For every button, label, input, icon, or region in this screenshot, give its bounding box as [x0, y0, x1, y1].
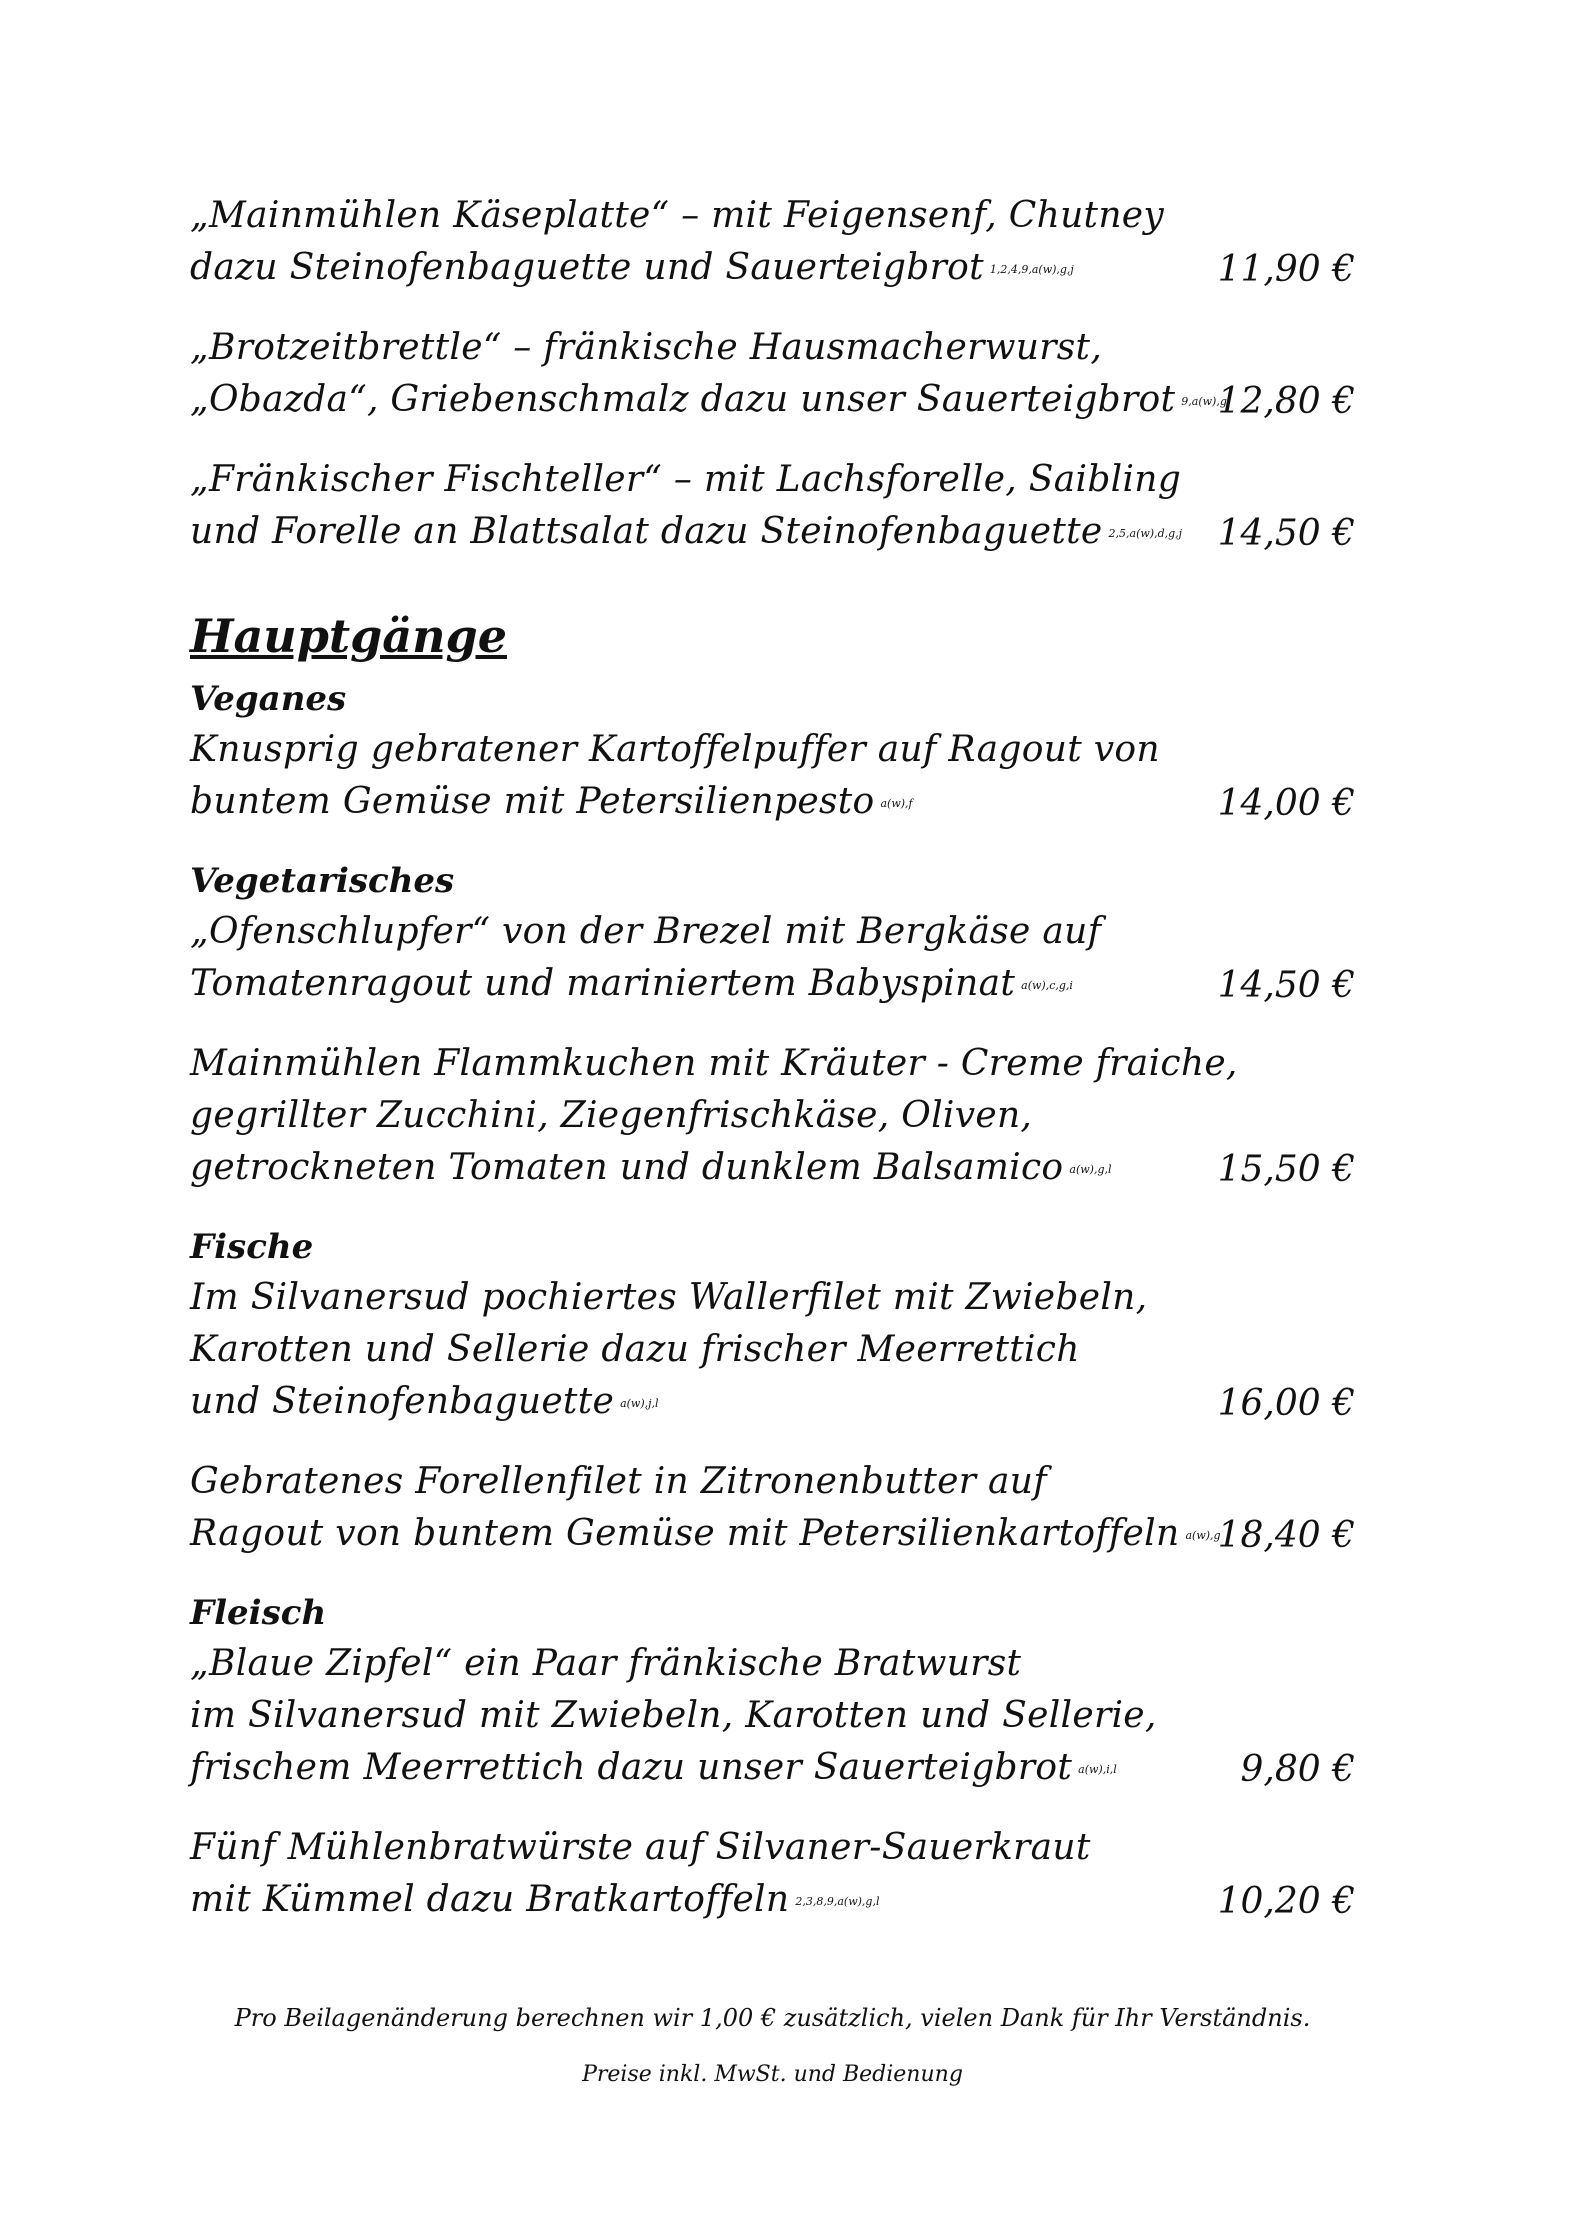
category-heading: Fische [190, 1227, 314, 1267]
menu-item [190, 1272, 1355, 1430]
item-line-text: frischem Meerrettich dazu unser Sauerteigbrot [190, 1747, 1073, 1788]
item-line-text: getrockneten Tomaten und dunklem Balsamico [190, 1147, 1064, 1188]
item-line: „Mainmühlen Käseplatte“ – mit Feigensenf, Chutney [190, 195, 1165, 236]
item-line-text: „Obazda“, Griebenschmalz dazu unser Sauerteigbrot [190, 379, 1176, 420]
item-line [190, 506, 1355, 560]
item-price: 11,90 € [1217, 249, 1355, 290]
item-line [190, 1874, 1355, 1928]
item-price: 12,80 € [1217, 381, 1355, 422]
side-dish-note: Pro Beilagenänderung berechnen wir 1,00 € zusätzlich, vielen Dank für Ihr Verständnis. [234, 2004, 1311, 2032]
allergen-codes: 2,3,8,9,a(w),g,l [795, 1895, 880, 1908]
item-line: gegrillter Zucchini, Ziegenfrischkäse, Oliven, [190, 1095, 1033, 1136]
menu-content [190, 190, 1355, 1954]
item-line: Karotten und Sellerie dazu frischer Meerrettich [190, 1329, 1080, 1370]
item-line-text: Tomatenragout und mariniertem Babyspinat [190, 963, 1016, 1004]
allergen-codes: a(w),i,l [1078, 1763, 1117, 1776]
item-line [190, 374, 1355, 428]
allergen-codes: a(w),j,l [620, 1397, 659, 1410]
item-line: im Silvanersud mit Zwiebeln, Karotten und Sellerie, [190, 1695, 1157, 1736]
item-price: 14,00 € [1217, 783, 1355, 824]
item-price: 14,50 € [1217, 513, 1355, 554]
allergen-codes: a(w),f [880, 797, 913, 810]
item-line: „Blaue Zipfel“ ein Paar fränkische Bratwurst [190, 1643, 1022, 1684]
allergen-codes: a(w),g [1185, 1529, 1221, 1542]
item-line-text: dazu Steinofenbaguette und Sauerteigbrot [190, 247, 984, 288]
item-line-text: und Steinofenbaguette [190, 1381, 615, 1422]
item-price: 18,40 € [1217, 1515, 1355, 1556]
item-line-text: buntem Gemüse mit Petersilienpesto [190, 781, 875, 822]
category-heading: Fleisch [190, 1593, 327, 1633]
allergen-codes: 2,5,a(w),d,g,j [1108, 527, 1183, 540]
section-heading: Hauptgänge [190, 609, 507, 663]
item-line [190, 958, 1355, 1012]
item-line [190, 1508, 1355, 1562]
menu-item [190, 190, 1355, 296]
allergen-codes: 1,2,4,9,a(w),g,j [989, 263, 1074, 276]
item-line-text: Ragout von buntem Gemüse mit Petersilienkartoffeln [190, 1513, 1180, 1554]
item-line [190, 242, 1355, 296]
menu-item [190, 906, 1355, 1012]
menu-item [190, 322, 1355, 428]
menu-item [190, 1822, 1355, 1928]
item-line [190, 1376, 1355, 1430]
item-price: 15,50 € [1217, 1149, 1355, 1190]
item-line: „Ofenschlupfer“ von der Brezel mit Bergkäse auf [190, 911, 1102, 952]
item-line: Knusprig gebratener Kartoffelpuffer auf Ragout von [190, 729, 1160, 770]
item-line: Gebratenes Forellenfilet in Zitronenbutter auf [190, 1461, 1047, 1502]
item-line: Mainmühlen Flammkuchen mit Kräuter - Creme fraiche, [190, 1043, 1238, 1084]
item-line: Im Silvanersud pochiertes Wallerfilet mit Zwiebeln, [190, 1277, 1148, 1318]
allergen-codes: a(w),g,l [1069, 1163, 1112, 1176]
menu-item [190, 1638, 1355, 1796]
item-line [190, 1142, 1355, 1196]
allergen-codes: 9,a(w),g [1181, 395, 1227, 408]
item-price: 14,50 € [1217, 965, 1355, 1006]
item-line-text: mit Kümmel dazu Bratkartoffeln [190, 1879, 790, 1920]
category-heading: Veganes [190, 679, 347, 719]
allergen-codes: a(w),c,g,i [1021, 979, 1073, 992]
menu-item [190, 1456, 1355, 1562]
menu-item [190, 724, 1355, 830]
item-line-text: und Forelle an Blattsalat dazu Steinofenbaguette [190, 511, 1103, 552]
item-line: „Brotzeitbrettle“ – fränkische Hausmacherwurst, [190, 327, 1103, 368]
menu-item [190, 454, 1355, 560]
item-line [190, 776, 1355, 830]
menu-item [190, 1038, 1355, 1196]
item-line: „Fränkischer Fischteller“ – mit Lachsforelle, Saibling [190, 459, 1182, 500]
category-heading: Vegetarisches [190, 861, 455, 901]
item-line [190, 1742, 1355, 1796]
item-price: 10,20 € [1217, 1881, 1355, 1922]
vat-note: Preise inkl. MwSt. und Bedienung [582, 2062, 963, 2087]
item-price: 16,00 € [1217, 1383, 1355, 1424]
item-price: 9,80 € [1240, 1749, 1355, 1790]
item-line: Fünf Mühlenbratwürste auf Silvaner-Sauerkraut [190, 1827, 1091, 1868]
